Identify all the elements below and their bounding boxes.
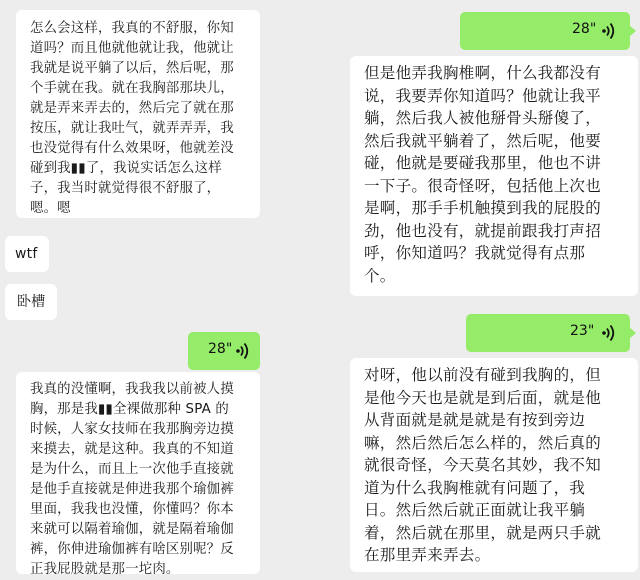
voice-message-bubble[interactable] <box>188 332 260 370</box>
incoming-message-bubble[interactable] <box>5 236 49 272</box>
message-text: 怎么会这样，我真的不舒服，你知 道吗？而且他就他就让我，他就让 我就是说平躺了以后，然后呢，那 个手就在我。就在我胸部那块儿， 就是弄来弄去的，然后完了就在那 按压，就让我吐气，就弄弄弄，我 也没觉得有什么效果呀，他就差没 碰到我▮▮了，我说实话怎么这样 子，我当时就觉得很不舒服了， 嗯。嗯 <box>30 21 234 216</box>
message-text: 但是他弄我胸椎啊，什么我都没有 说，我要弄你知道吗？他就让我平 躺，然后我人被他掰骨头掰傻了， 然后我就平躺着了，然后呢，他要 碰，他就是要碰我那里，他也不讲 一下子。很奇怪呀，包括他上次也 是啊，那手手机触摸到我的屁股的 劲，他也没有，就提前跟我打声招 呼，你知道吗？我就觉得有点那 个。 <box>364 64 602 285</box>
incoming-message-bubble[interactable] <box>350 56 638 296</box>
voice-message-bubble[interactable] <box>466 314 630 352</box>
message-text: wtf <box>15 246 38 262</box>
voice-message-bubble[interactable] <box>460 12 630 50</box>
incoming-message-bubble[interactable] <box>16 10 260 218</box>
incoming-message-bubble[interactable] <box>16 372 260 577</box>
voice-wave-icon <box>600 323 620 343</box>
voice-duration: 28" <box>208 341 233 357</box>
right-chat-panel <box>320 0 640 578</box>
voice-duration: 23" <box>570 323 595 339</box>
bubble-tail <box>629 327 636 339</box>
voice-duration: 28" <box>572 21 597 37</box>
message-text: 对呀，他以前没有碰到我胸的，但 是他今天也是就是到后面，就是他 从背面就是就是就是有按到旁边 嘛，然后然后怎么样的，然后真的 就很奇怪，今天莫名其妙，我不知 道为什么我胸椎就有问题了，我 日。然后然后就正面就让我平躺 着，然后就在那里，就是两只手就 在那里弄来弄去。 <box>364 366 602 564</box>
voice-wave-icon <box>234 341 254 361</box>
voice-wave-icon <box>600 21 620 41</box>
message-text: 卧槽 <box>17 294 46 310</box>
incoming-message-bubble[interactable] <box>350 358 638 572</box>
bubble-tail <box>629 25 636 37</box>
message-text: 我真的没懂啊，我我我以前被人摸 胸，那是我▮▮全裸做那种 SPA 的 时候，人家女技师在我那胸旁边摸 来摸去，就是这种。我真的不知道 是为什么，而且上一次他手直接就 是他手直接就是伸进我那个瑜伽裤 里面，我我也没懂，你懂吗？你本 来就可以隔着瑜伽，就是隔着瑜伽 裤，你伸进瑜伽裤有啥区别呢？反 正我屁股就是那一坨肉。 <box>30 382 234 577</box>
incoming-message-bubble[interactable] <box>5 284 57 320</box>
left-chat-panel <box>0 0 320 578</box>
